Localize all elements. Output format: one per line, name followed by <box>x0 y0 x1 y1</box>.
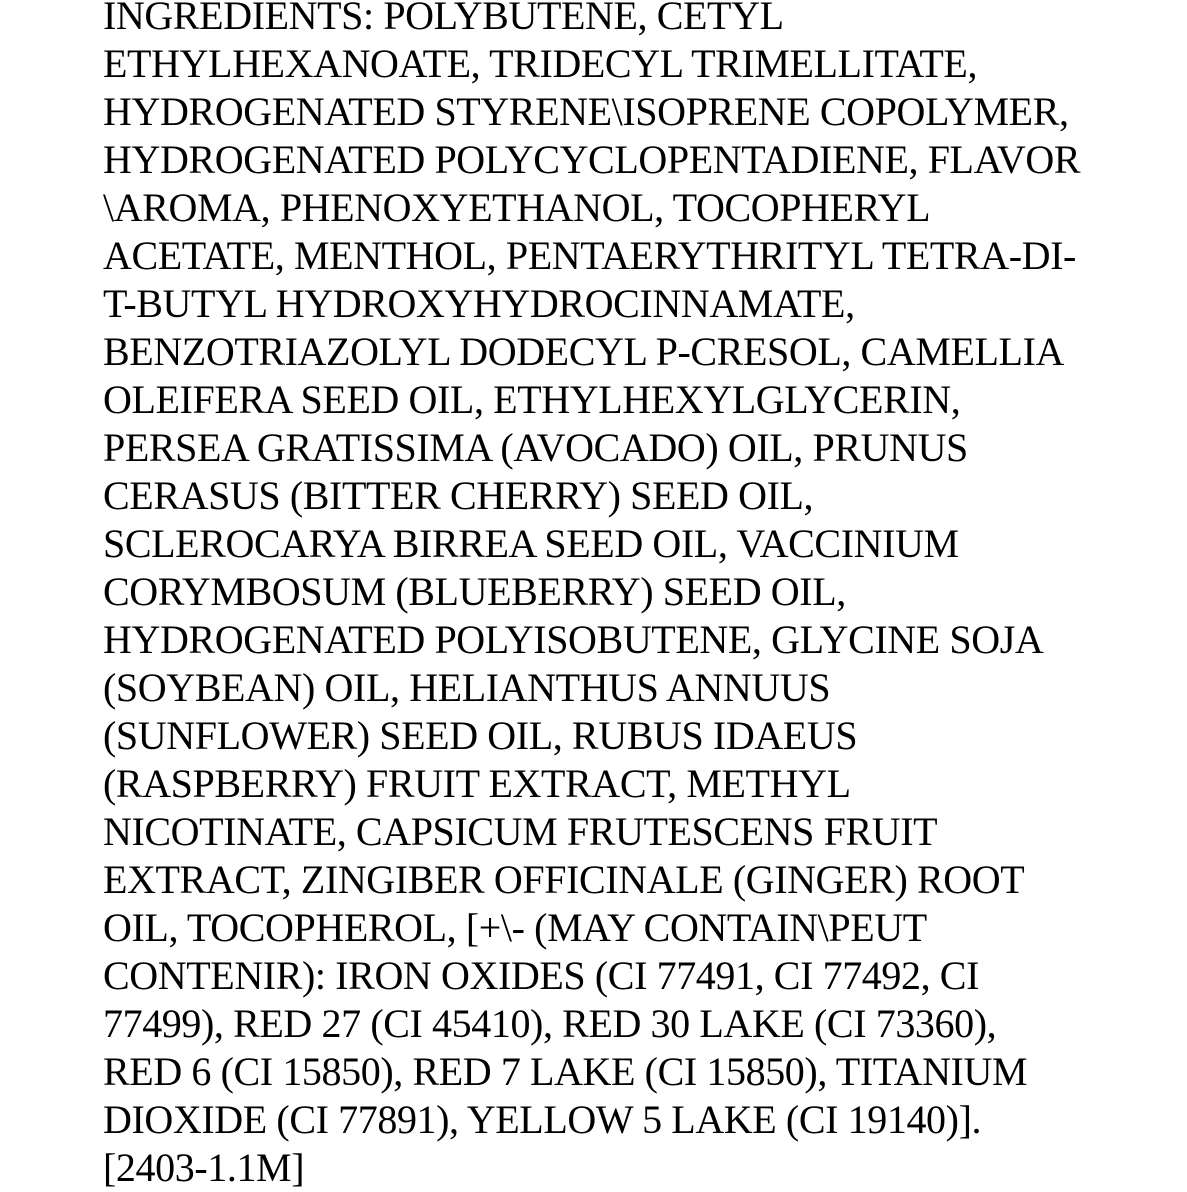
ingredient-line-24: DIOXIDE (CI 77891), YELLOW 5 LAKE (CI 19140)]. <box>103 1097 982 1142</box>
ingredient-line-7: T-BUTYL HYDROXYHYDROCINNAMATE, <box>103 281 855 326</box>
ingredient-line-10: PERSEA GRATISSIMA (AVOCADO) OIL, PRUNUS <box>103 425 968 470</box>
ingredient-line-14: HYDROGENATED POLYISOBUTENE, GLYCINE SOJA <box>103 617 1044 662</box>
ingredient-line-3: HYDROGENATED STYRENE\ISOPRENE COPOLYMER, <box>103 89 1069 134</box>
ingredient-line-1: INGREDIENTS: POLYBUTENE, CETYL <box>103 0 784 38</box>
ingredient-line-16: (SUNFLOWER) SEED OIL, RUBUS IDAEUS <box>103 713 858 758</box>
ingredient-line-5: \AROMA, PHENOXYETHANOL, TOCOPHERYL <box>103 185 931 230</box>
ingredient-line-11: CERASUS (BITTER CHERRY) SEED OIL, <box>103 473 814 518</box>
batch-code-line: [2403-1.1M] <box>103 1145 305 1190</box>
ingredient-line-12: SCLEROCARYA BIRREA SEED OIL, VACCINIUM <box>103 521 959 566</box>
ingredient-line-20: OIL, TOCOPHEROL, [+\- (MAY CONTAIN\PEUT <box>103 905 927 950</box>
ingredient-line-19: EXTRACT, ZINGIBER OFFICINALE (GINGER) ROOT <box>103 857 1025 902</box>
ingredient-line-23: RED 6 (CI 15850), RED 7 LAKE (CI 15850), TITANIUM <box>103 1049 1028 1094</box>
ingredient-line-2: ETHYLHEXANOATE, TRIDECYL TRIMELLITATE, <box>103 41 978 86</box>
ingredient-line-8: BENZOTRIAZOLYL DODECYL P-CRESOL, CAMELLIA <box>103 329 1065 374</box>
ingredient-line-13: CORYMBOSUM (BLUEBERRY) SEED OIL, <box>103 569 846 614</box>
ingredient-line-22: 77499), RED 27 (CI 45410), RED 30 LAKE (CI 73360), <box>103 1001 997 1046</box>
ingredients-text-block <box>103 0 1173 1192</box>
ingredient-line-15: (SOYBEAN) OIL, HELIANTHUS ANNUUS <box>103 665 831 710</box>
ingredient-line-17: (RASPBERRY) FRUIT EXTRACT, METHYL <box>103 761 851 806</box>
ingredient-line-6: ACETATE, MENTHOL, PENTAERYTHRITYL TETRA-DI- <box>103 233 1076 278</box>
ingredient-line-4: HYDROGENATED POLYCYCLOPENTADIENE, FLAVOR <box>103 137 1081 182</box>
ingredient-line-18: NICOTINATE, CAPSICUM FRUTESCENS FRUIT <box>103 809 938 854</box>
ingredient-line-21: CONTENIR): IRON OXIDES (CI 77491, CI 77492, CI <box>103 953 979 998</box>
ingredient-line-9: OLEIFERA SEED OIL, ETHYLHEXYLGLYCERIN, <box>103 377 961 422</box>
